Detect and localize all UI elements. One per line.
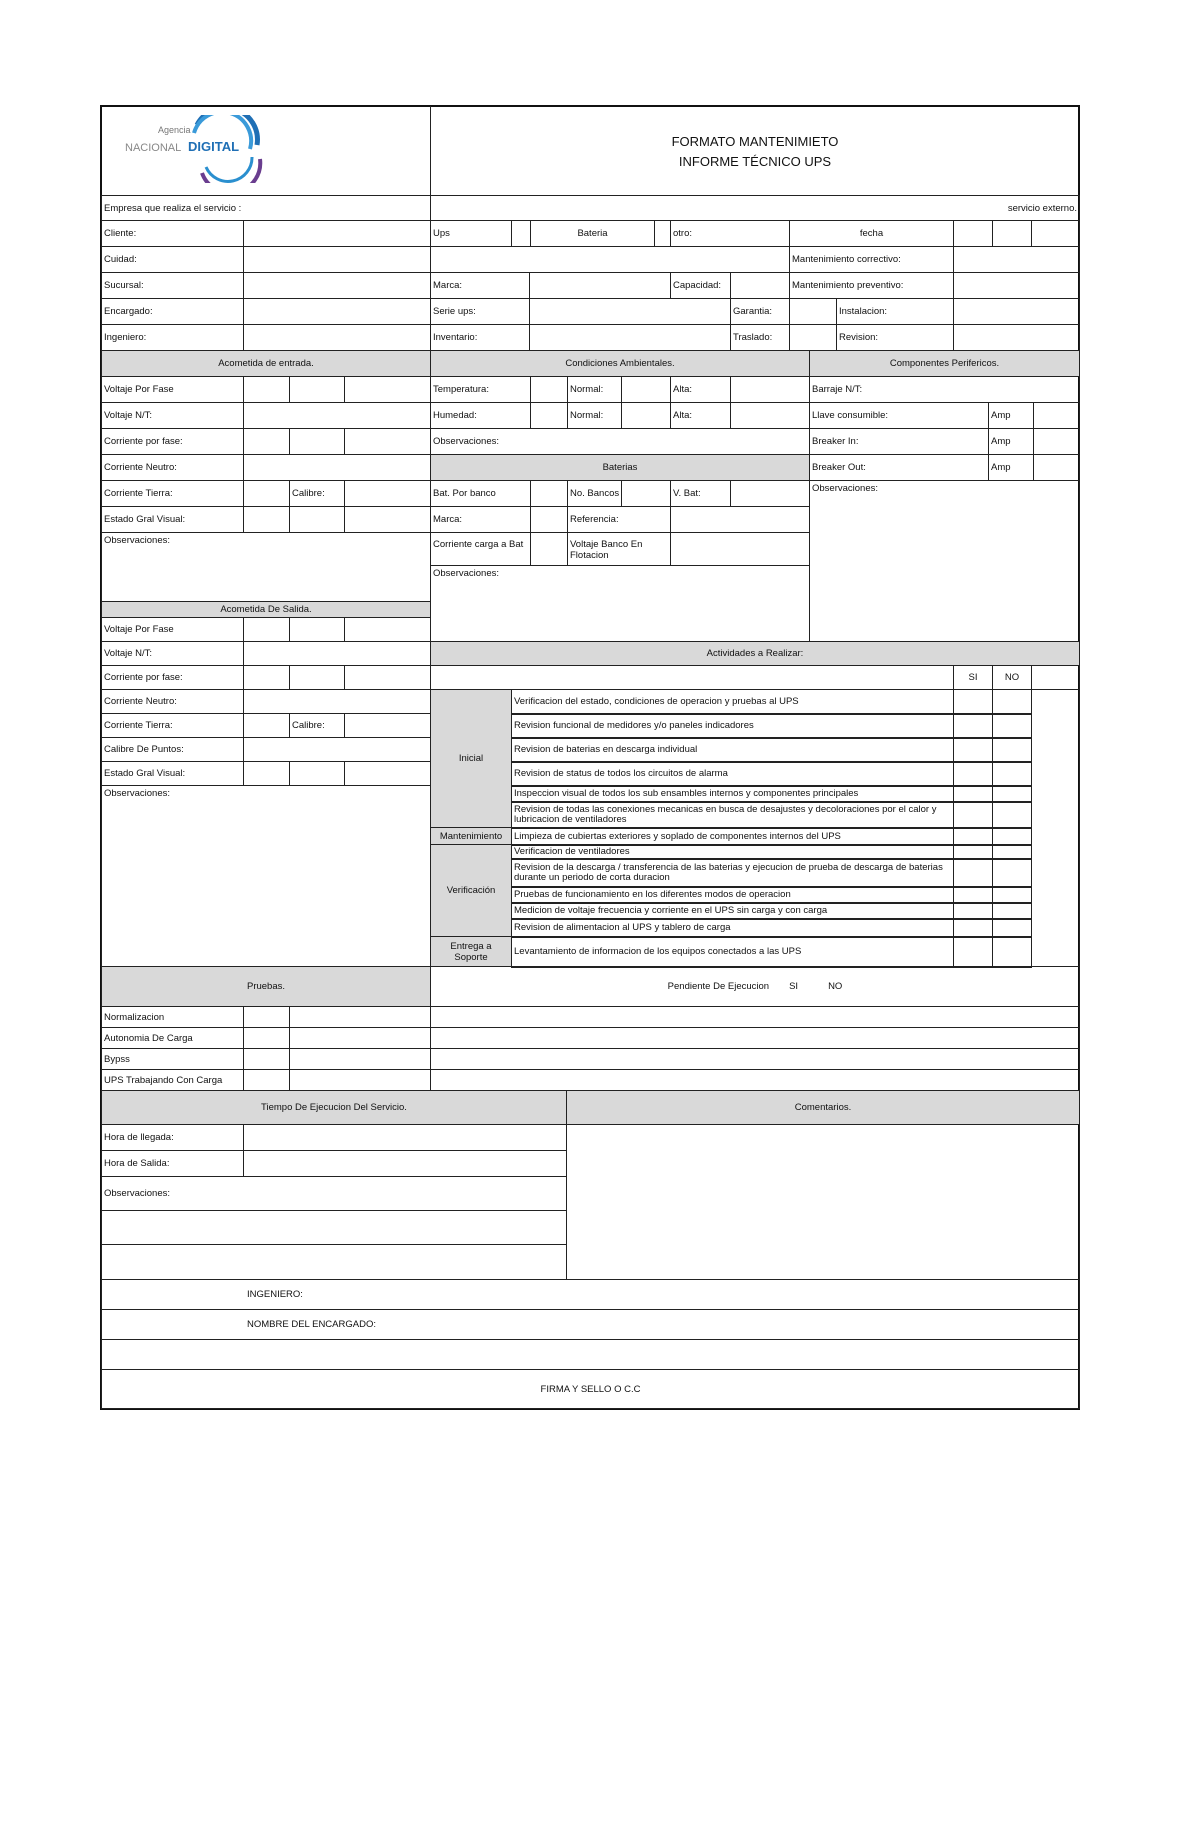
ent-voltaje-nt-field[interactable]: [243, 402, 431, 429]
breaker-out-field[interactable]: [1033, 454, 1080, 481]
sucursal-field[interactable]: [243, 272, 431, 299]
act-header-extra: [1031, 665, 1080, 690]
agency-logo: [122, 115, 267, 183]
ambientales-title: Condiciones Ambientales.: [430, 350, 810, 377]
revision-label: Revision:: [836, 324, 954, 351]
prueba-label-1: Autonomia De Carga: [101, 1027, 244, 1049]
cliente-field[interactable]: [243, 220, 431, 247]
breaker-out-label: Breaker Out:: [809, 454, 989, 481]
title-line2: INFORME TÉCNICO UPS: [678, 154, 832, 169]
activity-no-checkbox-2[interactable]: [992, 737, 1032, 763]
mant-correctivo-label: Mantenimiento correctivo:: [789, 246, 954, 273]
sal-corriente-neutro-label: Corriente Neutro:: [101, 689, 244, 714]
activity-si-checkbox-2[interactable]: [953, 737, 993, 763]
breaker-in-label: Breaker In:: [809, 428, 989, 455]
marca-label: Marca:: [430, 272, 530, 299]
activity-item-1: Revision funcional de medidores y/o paneles indicadores: [511, 713, 954, 739]
fecha-year[interactable]: [1031, 220, 1080, 247]
fecha-month[interactable]: [992, 220, 1032, 247]
capacidad-label: Capacidad:: [670, 272, 731, 299]
activity-si-checkbox-0[interactable]: [953, 689, 993, 715]
activity-item-11: Revision de alimentacion al UPS y tablero de carga: [511, 918, 954, 938]
breaker-in-field[interactable]: [1033, 428, 1080, 455]
comentarios-field[interactable]: [566, 1124, 1080, 1280]
mant-preventivo-label: Mantenimiento preventivo:: [789, 272, 954, 299]
ent-observaciones[interactable]: [101, 532, 431, 602]
prueba-check-3[interactable]: [243, 1069, 290, 1091]
garantia-checkbox[interactable]: [789, 298, 837, 325]
act-right-margin: [1031, 689, 1080, 967]
encargado-label: Encargado:: [101, 298, 244, 325]
humedad-field[interactable]: [530, 402, 568, 429]
tiempo-obs-line-1[interactable]: [101, 1210, 567, 1245]
llave-label: Llave consumible:: [809, 402, 989, 429]
hum-normal-field[interactable]: [621, 402, 671, 429]
sal-calibre-puntos-label: Calibre De Puntos:: [101, 737, 244, 762]
ent-voltaje-fase-2[interactable]: [289, 376, 345, 403]
ent-calibre-label: Calibre:: [289, 480, 345, 507]
ciudad-label: Cuidad:: [101, 246, 244, 273]
hum-normal-label: Normal:: [567, 402, 622, 429]
activity-item-0: Verificacion del estado, condiciones de operacion y pruebas al UPS: [511, 689, 954, 715]
prueba-label-0: Normalizacion: [101, 1006, 244, 1028]
breaker-in-amp: Amp: [988, 428, 1034, 455]
sal-voltaje-nt-label: Voltaje N/T:: [101, 641, 244, 666]
activity-item-2: Revision de baterias en descarga individual: [511, 737, 954, 763]
footer-firma[interactable]: FIRMA Y SELLO O C.C: [101, 1369, 1080, 1409]
group-inicial: Inicial: [430, 689, 512, 828]
actividades-blank: [430, 665, 954, 690]
ent-voltaje-fase-1[interactable]: [243, 376, 290, 403]
sal-observaciones[interactable]: [101, 785, 431, 967]
empresa-value[interactable]: [430, 195, 1080, 221]
ingeniero-label: Ingeniero:: [101, 324, 244, 351]
instalacion-checkbox[interactable]: [953, 298, 1080, 325]
tiempo-obs-line-2[interactable]: [101, 1244, 567, 1280]
referencia-field[interactable]: [670, 506, 810, 533]
sal-corriente-tierra-field[interactable]: [243, 713, 290, 738]
activity-item-6: Limpieza de cubiertas exteriores y soplado de componentes internos del UPS: [511, 827, 954, 846]
hum-alta-field[interactable]: [730, 402, 810, 429]
temp-alta-field[interactable]: [730, 376, 810, 403]
prueba-note-3[interactable]: [289, 1069, 431, 1091]
amb-observaciones-label: Observaciones:: [433, 436, 500, 447]
hora-llegada-field[interactable]: [243, 1124, 567, 1151]
ent-calibre-field[interactable]: [344, 480, 431, 507]
footer-ingeniero[interactable]: [101, 1279, 1080, 1310]
temperatura-field[interactable]: [530, 376, 568, 403]
bat-marca-label: Marca:: [430, 506, 531, 533]
activity-no-checkbox-1[interactable]: [992, 713, 1032, 739]
traslado-checkbox[interactable]: [789, 324, 837, 351]
corriente-carga-label: Corriente carga a Bat: [430, 532, 531, 566]
si-header: SI: [953, 665, 993, 690]
humedad-label: Humedad:: [430, 402, 531, 429]
group-verificacion: Verificación: [430, 844, 512, 937]
sal-corriente-neutro-field[interactable]: [243, 689, 431, 714]
marca-field[interactable]: [529, 272, 671, 299]
prueba-check-2[interactable]: [243, 1048, 290, 1070]
no-bancos-field[interactable]: [621, 480, 671, 507]
ent-corriente-neutro-field[interactable]: [243, 454, 431, 481]
acometida-entrada-title: Acometida de entrada.: [101, 350, 431, 377]
bat-observaciones-label: Observaciones:: [433, 568, 500, 579]
hora-llegada-label: Hora de llegada:: [101, 1124, 244, 1151]
sal-voltaje-fase-3[interactable]: [344, 617, 431, 642]
ent-corriente-tierra-label: Corriente Tierra:: [101, 480, 244, 507]
per-observaciones[interactable]: [809, 480, 1080, 642]
activity-no-checkbox-3[interactable]: [992, 761, 1032, 787]
temp-alta-label: Alta:: [670, 376, 731, 403]
instalacion-label: Instalacion:: [836, 298, 954, 325]
per-observaciones-label: Observaciones:: [812, 483, 879, 494]
no-bancos-label: No. Bancos: [567, 480, 622, 507]
cliente-label: Cliente:: [101, 220, 244, 247]
bateria-label: Bateria: [530, 220, 655, 247]
temp-normal-field[interactable]: [621, 376, 671, 403]
ent-voltaje-fase-3[interactable]: [344, 376, 431, 403]
bat-banco-field[interactable]: [530, 480, 568, 507]
mant-correctivo-field[interactable]: [953, 246, 1080, 273]
prueba-right-2[interactable]: [430, 1048, 1080, 1070]
tiempo-title: Tiempo De Ejecucion Del Servicio.: [101, 1090, 567, 1125]
sal-estado-3[interactable]: [344, 761, 431, 786]
sal-calibre-puntos-field[interactable]: [243, 737, 431, 762]
logo-line2a: NACIONAL: [125, 142, 182, 154]
ciudad-field[interactable]: [243, 246, 431, 273]
otro-label: otro:: [670, 220, 790, 247]
temperatura-label: Temperatura:: [430, 376, 531, 403]
prueba-right-1[interactable]: [430, 1027, 1080, 1049]
inventario-label: Inventario:: [430, 324, 530, 351]
ent-estado-label: Estado Gral Visual:: [101, 506, 244, 533]
bat-banco-label: Bat. Por banco: [430, 480, 531, 507]
capacidad-field[interactable]: [730, 272, 790, 299]
sal-estado-2[interactable]: [289, 761, 345, 786]
barraje-label: Barraje N/T:: [809, 376, 1080, 403]
ent-corriente-fase-label: Corriente por fase:: [101, 428, 244, 455]
activity-si-checkbox-12[interactable]: [953, 936, 993, 968]
prueba-check-1[interactable]: [243, 1027, 290, 1049]
serie-ups-field[interactable]: [529, 298, 731, 325]
sal-calibre-field[interactable]: [344, 713, 431, 738]
footer-ingeniero-label: INGENIERO:: [247, 1289, 303, 1300]
ent-estado-1[interactable]: [243, 506, 290, 533]
voltaje-banco-field[interactable]: [670, 532, 810, 566]
ent-observaciones-label: Observaciones:: [104, 535, 171, 546]
fecha-day[interactable]: [953, 220, 993, 247]
activity-item-9: Pruebas de funcionamiento en los diferentes modos de operacion: [511, 886, 954, 904]
sal-corriente-fase-label: Corriente por fase:: [101, 665, 244, 690]
encargado-field[interactable]: [243, 298, 431, 325]
ciudad-right-blank[interactable]: [430, 246, 790, 273]
prueba-note-1[interactable]: [289, 1027, 431, 1049]
ent-corriente-fase-2[interactable]: [289, 428, 345, 455]
pendiente-si[interactable]: SI: [789, 981, 799, 992]
llave-amp: Amp: [988, 402, 1034, 429]
sal-corriente-tierra-label: Corriente Tierra:: [101, 713, 244, 738]
traslado-label: Traslado:: [730, 324, 790, 351]
prueba-label-3: UPS Trabajando Con Carga: [101, 1069, 244, 1091]
actividades-title: Actividades a Realizar:: [430, 641, 1080, 666]
ent-corriente-fase-3[interactable]: [344, 428, 431, 455]
activity-item-4: Inspeccion visual de todos los sub ensambles internos y componentes principales: [511, 785, 954, 803]
prueba-right-3[interactable]: [430, 1069, 1080, 1091]
group-entrega: Entrega a Soporte: [430, 936, 512, 967]
activity-item-8: Revision de la descarga / transferencia de las baterias y ejecucion de prueba de descarga de baterias durante un periodo de corta duracion: [511, 858, 954, 888]
hora-salida-label: Hora de Salida:: [101, 1150, 244, 1177]
ent-estado-3[interactable]: [344, 506, 431, 533]
sal-corriente-fase-3[interactable]: [344, 665, 431, 690]
logo-line2b: DIGITAL: [188, 139, 240, 154]
ent-voltaje-fase-label: Voltaje Por Fase: [101, 376, 244, 403]
sal-calibre-label: Calibre:: [289, 713, 345, 738]
sal-voltaje-fase-2[interactable]: [289, 617, 345, 642]
ent-corriente-fase-1[interactable]: [243, 428, 290, 455]
ent-corriente-neutro-label: Corriente Neutro:: [101, 454, 244, 481]
temp-normal-label: Normal:: [567, 376, 622, 403]
bat-observaciones[interactable]: [430, 565, 810, 642]
hum-alta-label: Alta:: [670, 402, 731, 429]
sal-estado-label: Estado Gral Visual:: [101, 761, 244, 786]
mant-preventivo-field[interactable]: [953, 272, 1080, 299]
ingeniero-field[interactable]: [243, 324, 431, 351]
corriente-carga-field[interactable]: [530, 532, 568, 566]
empresa-label: Empresa que realiza el servicio :: [101, 195, 431, 221]
voltaje-banco-label: Voltaje Banco En Flotacion: [567, 532, 671, 566]
ups-checkbox[interactable]: [511, 220, 531, 247]
activity-no-checkbox-0[interactable]: [992, 689, 1032, 715]
ups-label: Ups: [430, 220, 512, 247]
revision-checkbox[interactable]: [953, 324, 1080, 351]
comentarios-title: Comentarios.: [566, 1090, 1080, 1125]
activity-si-checkbox-11[interactable]: [953, 918, 993, 938]
pendiente-row: [430, 966, 1080, 1007]
fecha-label: fecha: [789, 220, 954, 247]
sucursal-label: Sucursal:: [101, 272, 244, 299]
logo-line1: Agencia: [158, 125, 191, 135]
servicio-externo: servicio externo.: [1007, 202, 1077, 214]
amb-observaciones[interactable]: [430, 428, 810, 455]
sal-corriente-fase-1[interactable]: [243, 665, 290, 690]
pendiente-label: Pendiente De Ejecucion: [667, 981, 770, 992]
bat-marca-field[interactable]: [530, 506, 568, 533]
bateria-checkbox[interactable]: [654, 220, 671, 247]
activity-si-checkbox-3[interactable]: [953, 761, 993, 787]
pendiente-no[interactable]: NO: [828, 981, 843, 992]
prueba-check-0[interactable]: [243, 1006, 290, 1028]
tiempo-observaciones-label: Observaciones:: [101, 1176, 567, 1211]
activity-no-checkbox-11[interactable]: [992, 918, 1032, 938]
sal-voltaje-nt-field[interactable]: [243, 641, 431, 666]
hora-salida-field[interactable]: [243, 1150, 567, 1177]
sal-observaciones-label: Observaciones:: [104, 788, 171, 799]
prueba-note-0[interactable]: [289, 1006, 431, 1028]
activity-no-checkbox-8[interactable]: [992, 858, 1032, 888]
activity-item-12: Levantamiento de informacion de los equipos conectados a las UPS: [511, 936, 954, 968]
footer-blank[interactable]: [101, 1339, 1080, 1370]
prueba-note-2[interactable]: [289, 1048, 431, 1070]
baterias-title: Baterias: [430, 454, 810, 481]
inventario-field[interactable]: [529, 324, 731, 351]
activity-item-3: Revision de status de todos los circuitos de alarma: [511, 761, 954, 787]
activity-item-5: Revision de todas las conexiones mecanicas en busca de desajustes y decoloraciones por el calor y lubricacion de ventiladores: [511, 801, 954, 829]
no-header: NO: [992, 665, 1032, 690]
v-bat-field[interactable]: [730, 480, 810, 507]
pruebas-title: Pruebas.: [101, 966, 431, 1007]
activity-no-checkbox-12[interactable]: [992, 936, 1032, 968]
footer-encargado[interactable]: [101, 1309, 1080, 1340]
footer-encargado-label: NOMBRE DEL ENCARGADO:: [247, 1319, 376, 1330]
ent-voltaje-nt-label: Voltaje N/T:: [101, 402, 244, 429]
v-bat-label: V. Bat:: [670, 480, 731, 507]
breaker-out-amp: Amp: [988, 454, 1034, 481]
prueba-right-0[interactable]: [430, 1006, 1080, 1028]
activity-no-checkbox-5[interactable]: [992, 801, 1032, 829]
activity-si-checkbox-8[interactable]: [953, 858, 993, 888]
ent-corriente-tierra-field[interactable]: [243, 480, 290, 507]
activity-item-10: Medicion de voltaje frecuencia y corriente en el UPS sin carga y con carga: [511, 902, 954, 920]
sal-voltaje-fase-label: Voltaje Por Fase: [101, 617, 244, 642]
activity-si-checkbox-1[interactable]: [953, 713, 993, 739]
prueba-label-2: Bypss: [101, 1048, 244, 1070]
acometida-salida-title: Acometida De Salida.: [101, 601, 431, 618]
group-mantenimiento: Mantenimiento: [430, 827, 512, 845]
llave-field[interactable]: [1033, 402, 1080, 429]
activity-si-checkbox-5[interactable]: [953, 801, 993, 829]
referencia-label: Referencia:: [567, 506, 671, 533]
sal-estado-1[interactable]: [243, 761, 290, 786]
sal-corriente-fase-2[interactable]: [289, 665, 345, 690]
perifericos-title: Componentes Perifericos.: [809, 350, 1080, 377]
ent-estado-2[interactable]: [289, 506, 345, 533]
title-line1: FORMATO MANTENIMIETO: [671, 134, 839, 149]
garantia-label: Garantia:: [730, 298, 790, 325]
activity-item-7: Verificacion de ventiladores: [511, 844, 954, 860]
serie-ups-label: Serie ups:: [430, 298, 530, 325]
sal-voltaje-fase-1[interactable]: [243, 617, 290, 642]
